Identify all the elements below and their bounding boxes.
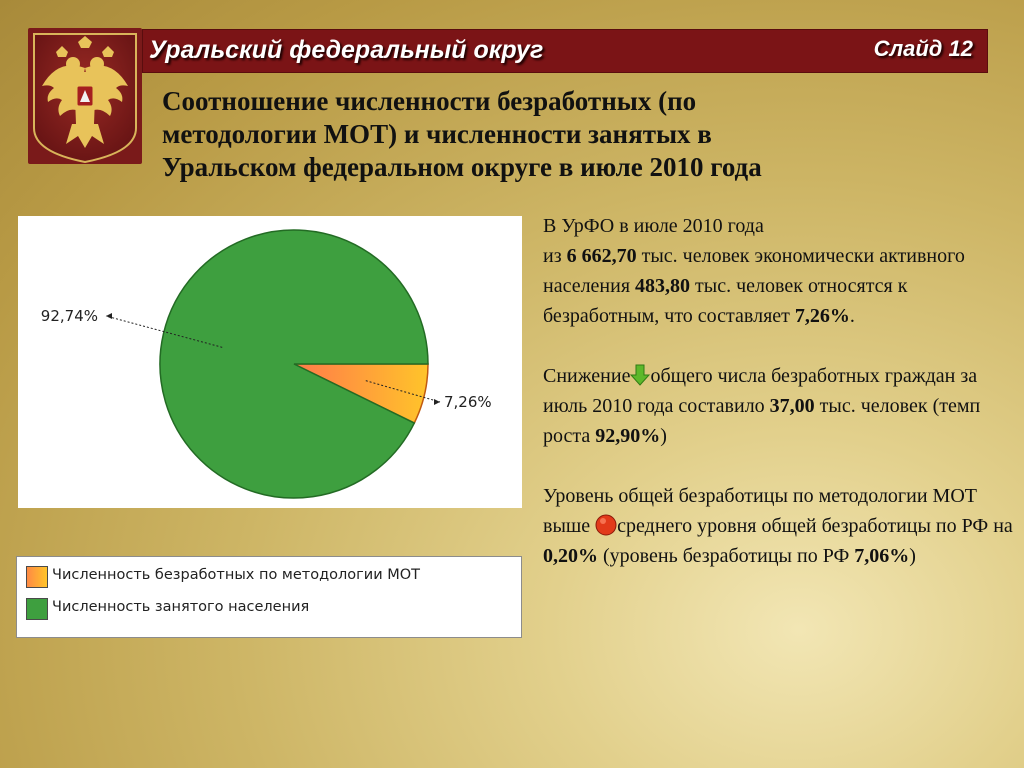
text: В УрФО в июле 2010 года — [543, 215, 764, 237]
slide-heading: Соотношение численности безработных (по методологии МОТ) и численности занятых в Уральском федеральном округе в июле 2010 года — [162, 86, 762, 182]
text: Снижение — [543, 365, 631, 387]
value-unemployed: 483,80 — [635, 275, 691, 297]
data-label-employed: 92,74% — [40, 307, 98, 325]
value-active-population: 6 662,70 — [566, 245, 637, 267]
value-decrease: 37,00 — [769, 395, 815, 417]
text: ) — [660, 425, 667, 447]
text: (уровень безработицы по РФ — [598, 545, 855, 567]
title-bar — [142, 29, 988, 73]
text: тыс. человек относятся к безработным, что составляет — [543, 275, 908, 327]
text: среднего уровня общей безработицы по РФ на — [617, 515, 1013, 537]
data-label-unemployed: 7,26% — [444, 393, 492, 411]
leader-arrow — [106, 313, 112, 319]
pie-slice-employed — [160, 230, 428, 498]
legend-label: Численность занятого населения — [52, 599, 310, 615]
leader-arrow — [434, 399, 440, 405]
chart-legend — [16, 556, 522, 638]
info-paragraph-2 — [543, 361, 1013, 451]
pie-chart — [18, 216, 522, 508]
text: из — [543, 245, 567, 267]
text: Уровень общей безработицы по методологии МОТ выше — [543, 485, 977, 537]
text: общего числа безработных граждан за июль 2010 года составило — [543, 365, 978, 417]
info-paragraph-3 — [543, 481, 1013, 571]
value-growth-rate: 92,90% — [595, 425, 661, 447]
value-difference: 0,20% — [543, 545, 598, 567]
value-rf-level: 7,06% — [854, 545, 910, 567]
info-text — [543, 211, 1013, 571]
text: тыс. человек экономически активного населения — [543, 245, 965, 297]
value-unemployment-share: 7,26% — [794, 305, 850, 327]
slide-number: Слайд 12 — [873, 36, 973, 61]
region-title: Уральский федеральный округ — [149, 36, 544, 64]
pie-chart-svg — [18, 216, 522, 508]
red-circle-icon — [595, 514, 617, 536]
double-headed-eagle-icon — [28, 28, 142, 164]
coat-of-arms-emblem — [28, 28, 142, 164]
legend-label: Численность безработных по методологии МОТ — [52, 567, 421, 583]
info-paragraph-1 — [543, 211, 1013, 331]
text: . — [849, 305, 855, 327]
text: ) — [909, 545, 916, 567]
legend-swatch-orange — [26, 566, 48, 588]
legend-swatch-green — [26, 598, 48, 620]
text: тыс. человек (темп роста — [543, 395, 981, 447]
green-down-arrow-icon — [630, 364, 650, 386]
